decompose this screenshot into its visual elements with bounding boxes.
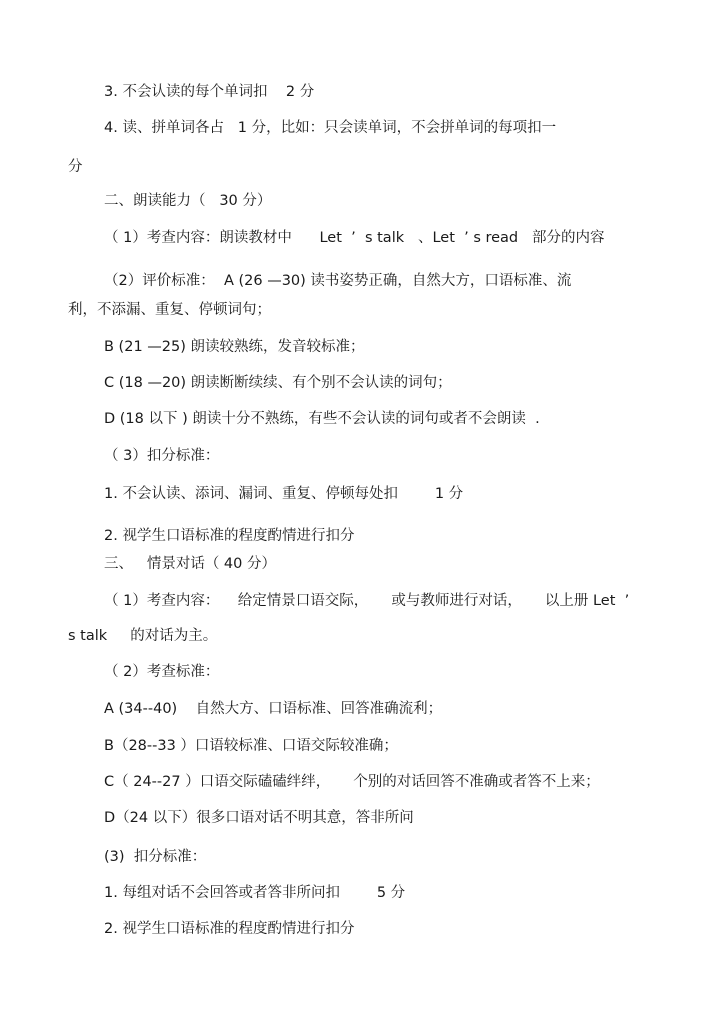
text-line: （2）评价标准： A (26 —30) 读书姿势正确，自然大方，口语标准、流 <box>104 273 572 289</box>
text-line: (3) 扣分标准： <box>104 849 207 865</box>
text-line: D（24 以下）很多口语对话不明其意，答非所问 <box>104 810 414 826</box>
text-line: 4. 读、拼单词各占 1 分，比如：只会读单词，不会拼单词的每项扣一 <box>104 120 557 136</box>
text-line: C (18 —20) 朗读断断续续、有个别不会认读的词句； <box>104 375 452 391</box>
text-line: A (34--40) 自然大方、口语标准、回答准确流利； <box>104 701 443 717</box>
text-line: C（ 24--27 ）口语交际磕磕绊绊， 个别的对话回答不准确或者答不上来； <box>104 774 600 790</box>
text-line: 2. 视学生口语标准的程度酌情进行扣分 <box>104 921 355 937</box>
text-line: （ 1）考查内容： 给定情景口语交际， 或与教师进行对话， 以上册 Let ’ <box>104 593 630 609</box>
text-line: 2. 视学生口语标准的程度酌情进行扣分 <box>104 528 355 544</box>
text-line: B（28--33 ）口语较标准、口语交际较准确； <box>104 738 398 754</box>
text-line: 分 <box>68 159 83 175</box>
text-line: B (21 —25) 朗读较熟练，发音较标准； <box>104 339 365 355</box>
text-line: s talk 的对话为主。 <box>68 628 218 644</box>
text-line: 1. 不会认读、添词、漏词、重复、停顿每处扣 1 分 <box>104 486 464 502</box>
text-line: （ 2）考查标准： <box>104 664 220 680</box>
text-line: 利，不添漏、重复、停顿词句； <box>68 302 271 318</box>
section-heading: 二、朗读能力（ 30 分） <box>104 193 272 209</box>
text-line: （ 1）考查内容：朗读教材中 Let ’ s talk 、Let ’ s read 部分的内容 <box>104 230 605 246</box>
text-line: （ 3）扣分标准： <box>104 448 220 464</box>
text-line: 1. 每组对话不会回答或者答非所问扣 5 分 <box>104 885 406 901</box>
text-line: 3. 不会认读的每个单词扣 2 分 <box>104 84 315 100</box>
text-line: D (18 以下 ) 朗读十分不熟练，有些不会认读的词句或者不会朗读 . <box>104 411 540 427</box>
section-heading: 三、 情景对话（ 40 分） <box>104 556 276 572</box>
